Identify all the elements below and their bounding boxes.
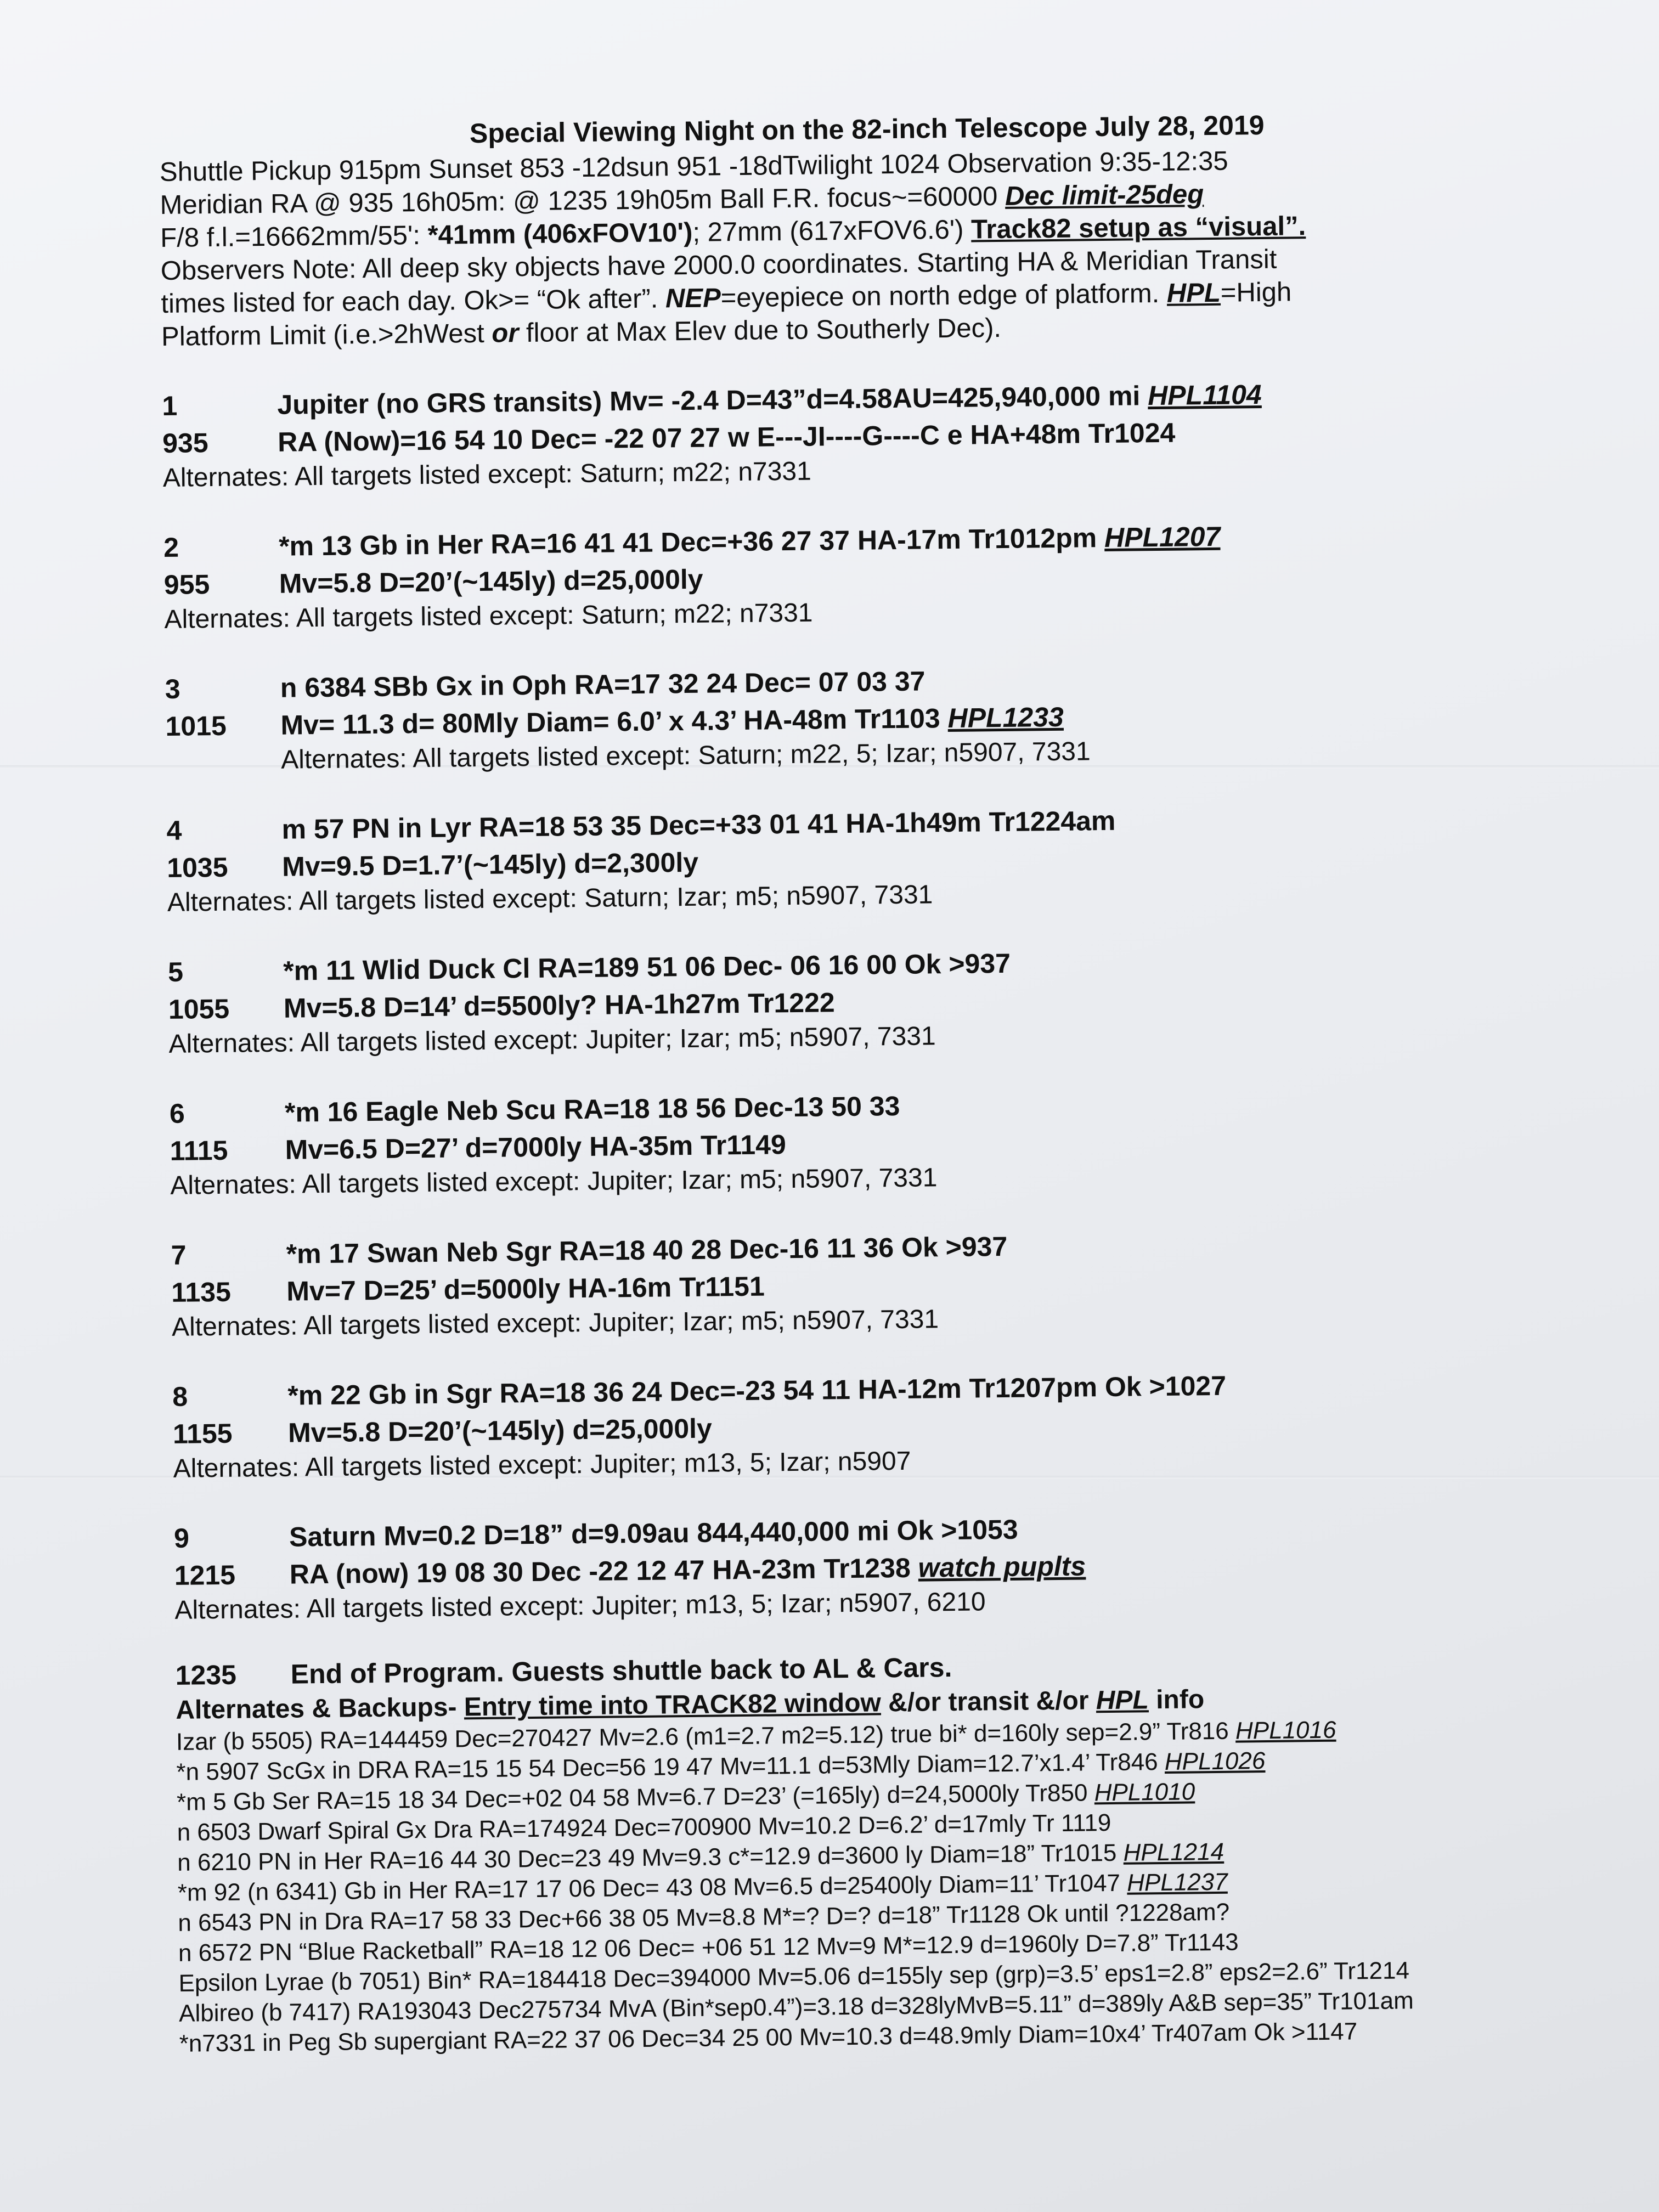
backup-item: *n7331 in Peg Sb supergiant RA=22 37 06 Dec=34 25 00 Mv=10.3 d=48.9mly Diam=10x4’ Tr407am Ok >1147 xyxy=(179,2018,1358,2057)
hpl-note: HPL1104 xyxy=(1147,379,1262,411)
entry-line-1: *m 11 Wlid Duck Cl RA=189 51 06 Dec- 06 16 00 Ok >937 xyxy=(283,947,1011,986)
backup-item: n 6572 PN “Blue Racketball” RA=18 12 06 Dec= +06 51 12 Mv=9 M*=12.9 d=1960ly D=7.8” Tr1143 xyxy=(178,1928,1239,1967)
document-title: Special Viewing Night on the 82-inch Telescope July 28, 2019 xyxy=(469,109,1265,149)
entry-alternates: Alternates: All targets listed except: Saturn; m22; n7331 xyxy=(164,598,813,634)
target-list xyxy=(162,373,1590,1627)
entry-alternates: Alternates: All targets listed except: Saturn; m22, 5; Izar; n5907, 7331 xyxy=(280,737,1091,775)
header-line-1: Shuttle Pickup 915pm Sunset 853 -12dsun 951 -18dTwilight 1024 Observation 9:35-12:35 xyxy=(159,146,1228,187)
target-entry xyxy=(174,1505,1590,1627)
entry-alternates: Alternates: All targets listed except: Jupiter; m13, 5; Izar; n5907, 6210 xyxy=(174,1587,986,1625)
target-entry xyxy=(165,656,1581,778)
entry-number: 4 xyxy=(166,815,182,846)
header-line-2: Meridian RA @ 935 16h05m: @ 1235 19h05m Ball F.R. focus~=60000 Dec limit-25deg xyxy=(160,179,1204,220)
track82-setup: Track82 setup as “visual”. xyxy=(970,211,1306,245)
backup-list xyxy=(176,1712,1595,2059)
target-entry xyxy=(172,1363,1589,1486)
backups-heading: Alternates & Backups- Entry time into TRACK82 window &/or transit &/or HPL info xyxy=(176,1685,1205,1725)
backup-item: n 6503 Dwarf Spiral Gx Dra RA=174924 Dec=700900 Mv=10.2 D=6.2’ d=17mly Tr 1119 xyxy=(177,1809,1111,1846)
entry-alternates: Alternates: All targets listed except: Jupiter; Izar; m5; n5907, 7331 xyxy=(171,1305,939,1342)
target-entry xyxy=(166,797,1583,919)
backup-item: n 6543 PN in Dra RA=17 58 33 Dec+66 38 05 Mv=8.8 M*=? D=? d=18” Tr1128 Ok until ?1228am? xyxy=(178,1898,1230,1937)
entry-line-1: *m 22 Gb in Sgr RA=18 36 24 Dec=-23 54 11 HA-12m Tr1207pm Ok >1027 xyxy=(287,1370,1227,1411)
entry-time: 1155 xyxy=(172,1418,233,1449)
entry-line-1: *m 17 Swan Neb Sgr RA=18 40 28 Dec-16 11 36 Ok >937 xyxy=(286,1231,1008,1269)
dec-limit: Dec limit-25deg xyxy=(1005,179,1204,211)
entry-alternates: Alternates: All targets listed except: Jupiter; Izar; m5; n5907, 7331 xyxy=(168,1022,936,1059)
watch-note: watch puplts xyxy=(918,1550,1086,1583)
backup-item: Albireo (b 7417) RA193043 Dec275734 MvA (Bin*sep0.4”)=3.18 d=328lyMvB=5.11” d=389ly A&B sep=35” Tr101am xyxy=(178,1987,1414,2027)
backup-item: Epsilon Lyrae (b 7051) Bin* RA=184418 Dec=394000 Mv=5.06 d=155ly sep (grp)=3.5’ eps1=2.8” eps2=2.6” Tr1214 xyxy=(178,1957,1410,1997)
entry-time: 955 xyxy=(163,569,210,600)
hpl-note: HPL1207 xyxy=(1104,521,1221,553)
entry-time: 1115 xyxy=(170,1135,228,1166)
entry-alternates: Alternates: All targets listed except: Saturn; Izar; m5; n5907, 7331 xyxy=(167,880,933,917)
entry-line-2: Mv= 11.3 d= 80Mly Diam= 6.0’ x 4.3’ HA-48m Tr1103 xyxy=(280,703,948,741)
entry-alternates: Alternates: All targets listed except: Jupiter; Izar; m5; n5907, 7331 xyxy=(170,1163,938,1200)
end-time: 1235 xyxy=(175,1659,237,1691)
entry-alternates: Alternates: All targets listed except: Jupiter; m13, 5; Izar; n5907 xyxy=(173,1446,911,1483)
end-text: End of Program. Guests shuttle back to AL & Cars. xyxy=(290,1652,952,1690)
entry-line-1: n 6384 SBb Gx in Oph RA=17 32 24 Dec= 07 03 37 xyxy=(280,665,926,703)
backup-item: Izar (b 5505) RA=144459 Dec=270427 Mv=2.6 (m1=2.7 m2=5.12) true bi* d=160ly sep=2.9” Tr816 HPL1016 xyxy=(176,1716,1336,1756)
document-sheet xyxy=(159,106,1595,2059)
entry-line-1: m 57 PN in Lyr RA=18 53 35 Dec=+33 01 41 HA-1h49m Tr1224am xyxy=(281,805,1116,845)
entry-time: 1055 xyxy=(168,993,230,1025)
entry-time: 1215 xyxy=(174,1559,236,1591)
entry-time: 1015 xyxy=(165,710,227,742)
target-entry xyxy=(162,373,1578,495)
target-entry xyxy=(171,1222,1587,1344)
entry-line-1: *m 16 Eagle Neb Scu RA=18 18 56 Dec-13 50 33 xyxy=(284,1090,900,1128)
entry-line-1: *m 13 Gb in Her RA=16 41 41 Dec=+36 27 37 HA-17m Tr1012pm xyxy=(278,522,1105,562)
target-entry xyxy=(170,1080,1586,1203)
header-line-6: Platform Limit (i.e.>2hWest or floor at Max Elev due to Southerly Dec). xyxy=(161,313,1002,352)
entry-time: 1035 xyxy=(166,851,228,883)
entry-line-1: Jupiter (no GRS transits) Mv= -2.4 D=43”d=4.58AU=425,940,000 mi xyxy=(277,380,1148,420)
entry-number: 8 xyxy=(172,1381,188,1412)
entry-number: 5 xyxy=(167,956,184,988)
entry-time: 935 xyxy=(162,427,208,459)
backup-item: *m 92 (n 6341) Gb in Her RA=17 17 06 Dec= 43 08 Mv=6.5 d=25400ly Diam=11’ Tr1047 HPL1237 xyxy=(177,1868,1228,1906)
entry-number: 1 xyxy=(162,390,178,421)
entry-line-2: RA (Now)=16 54 10 Dec= -22 07 27 w E---JI----G----C e HA+48m Tr1024 xyxy=(277,417,1176,458)
entry-number: 2 xyxy=(163,532,179,563)
entry-line-2: Mv=5.8 D=14’ d=5500ly? HA-1h27m Tr1222 xyxy=(283,987,835,1024)
entry-time: 1135 xyxy=(171,1276,232,1308)
entry-number: 3 xyxy=(165,673,180,704)
entry-line-2: Mv=5.8 D=20’(~145ly) d=25,000ly xyxy=(279,563,703,599)
backup-item: n 6210 PN in Her RA=16 44 30 Dec=23 49 Mv=9.3 c*=12.9 d=3600 ly Diam=18” Tr1015 HPL1214 xyxy=(177,1838,1224,1876)
entry-line-2: Mv=7 D=25’ d=5000ly HA-16m Tr1151 xyxy=(286,1271,765,1307)
entry-line-1: Saturn Mv=0.2 D=18” d=9.09au 844,440,000 mi Ok >1053 xyxy=(289,1514,1018,1553)
entry-line-2: Mv=6.5 D=27’ d=7000ly HA-35m Tr1149 xyxy=(285,1129,787,1165)
entry-alternates: Alternates: All targets listed except: Saturn; m22; n7331 xyxy=(162,456,812,493)
entry-number: 7 xyxy=(171,1239,187,1271)
target-entry xyxy=(163,514,1580,636)
entry-line-2: Mv=5.8 D=20’(~145ly) d=25,000ly xyxy=(287,1413,713,1448)
backup-item: *n 5907 ScGx in DRA RA=15 15 54 Dec=56 19 47 Mv=11.1 d=53Mly Diam=12.7’x1.4’ Tr846 HPL1026 xyxy=(176,1747,1266,1786)
header-line-5: times listed for each day. Ok>= “Ok after”. NEP=eyepiece on north edge of platform. HPL=High xyxy=(161,277,1292,319)
backup-item: *m 5 Gb Ser RA=15 18 34 Dec=+02 04 58 Mv=6.7 D=23’ (=165ly) d=24,5000ly Tr850 HPL1010 xyxy=(176,1778,1195,1816)
entry-number: 9 xyxy=(173,1522,190,1554)
header-line-3: F/8 f.l.=16662mm/55': *41mm (406xFOV10'); 27mm (617xFOV6.6') Track82 setup as “visual”. xyxy=(160,211,1306,253)
hpl-note: HPL1233 xyxy=(947,701,1064,734)
entry-line-2: RA (now) 19 08 30 Dec -22 12 47 HA-23m Tr1238 xyxy=(289,1552,918,1590)
entry-number: 6 xyxy=(169,1098,185,1129)
entry-line-2: Mv=9.5 D=1.7’(~145ly) d=2,300ly xyxy=(281,847,699,882)
target-entry xyxy=(168,939,1584,1061)
header-line-4: Observers Note: All deep sky objects have 2000.0 coordinates. Starting HA & Meridian Transit xyxy=(160,244,1277,286)
